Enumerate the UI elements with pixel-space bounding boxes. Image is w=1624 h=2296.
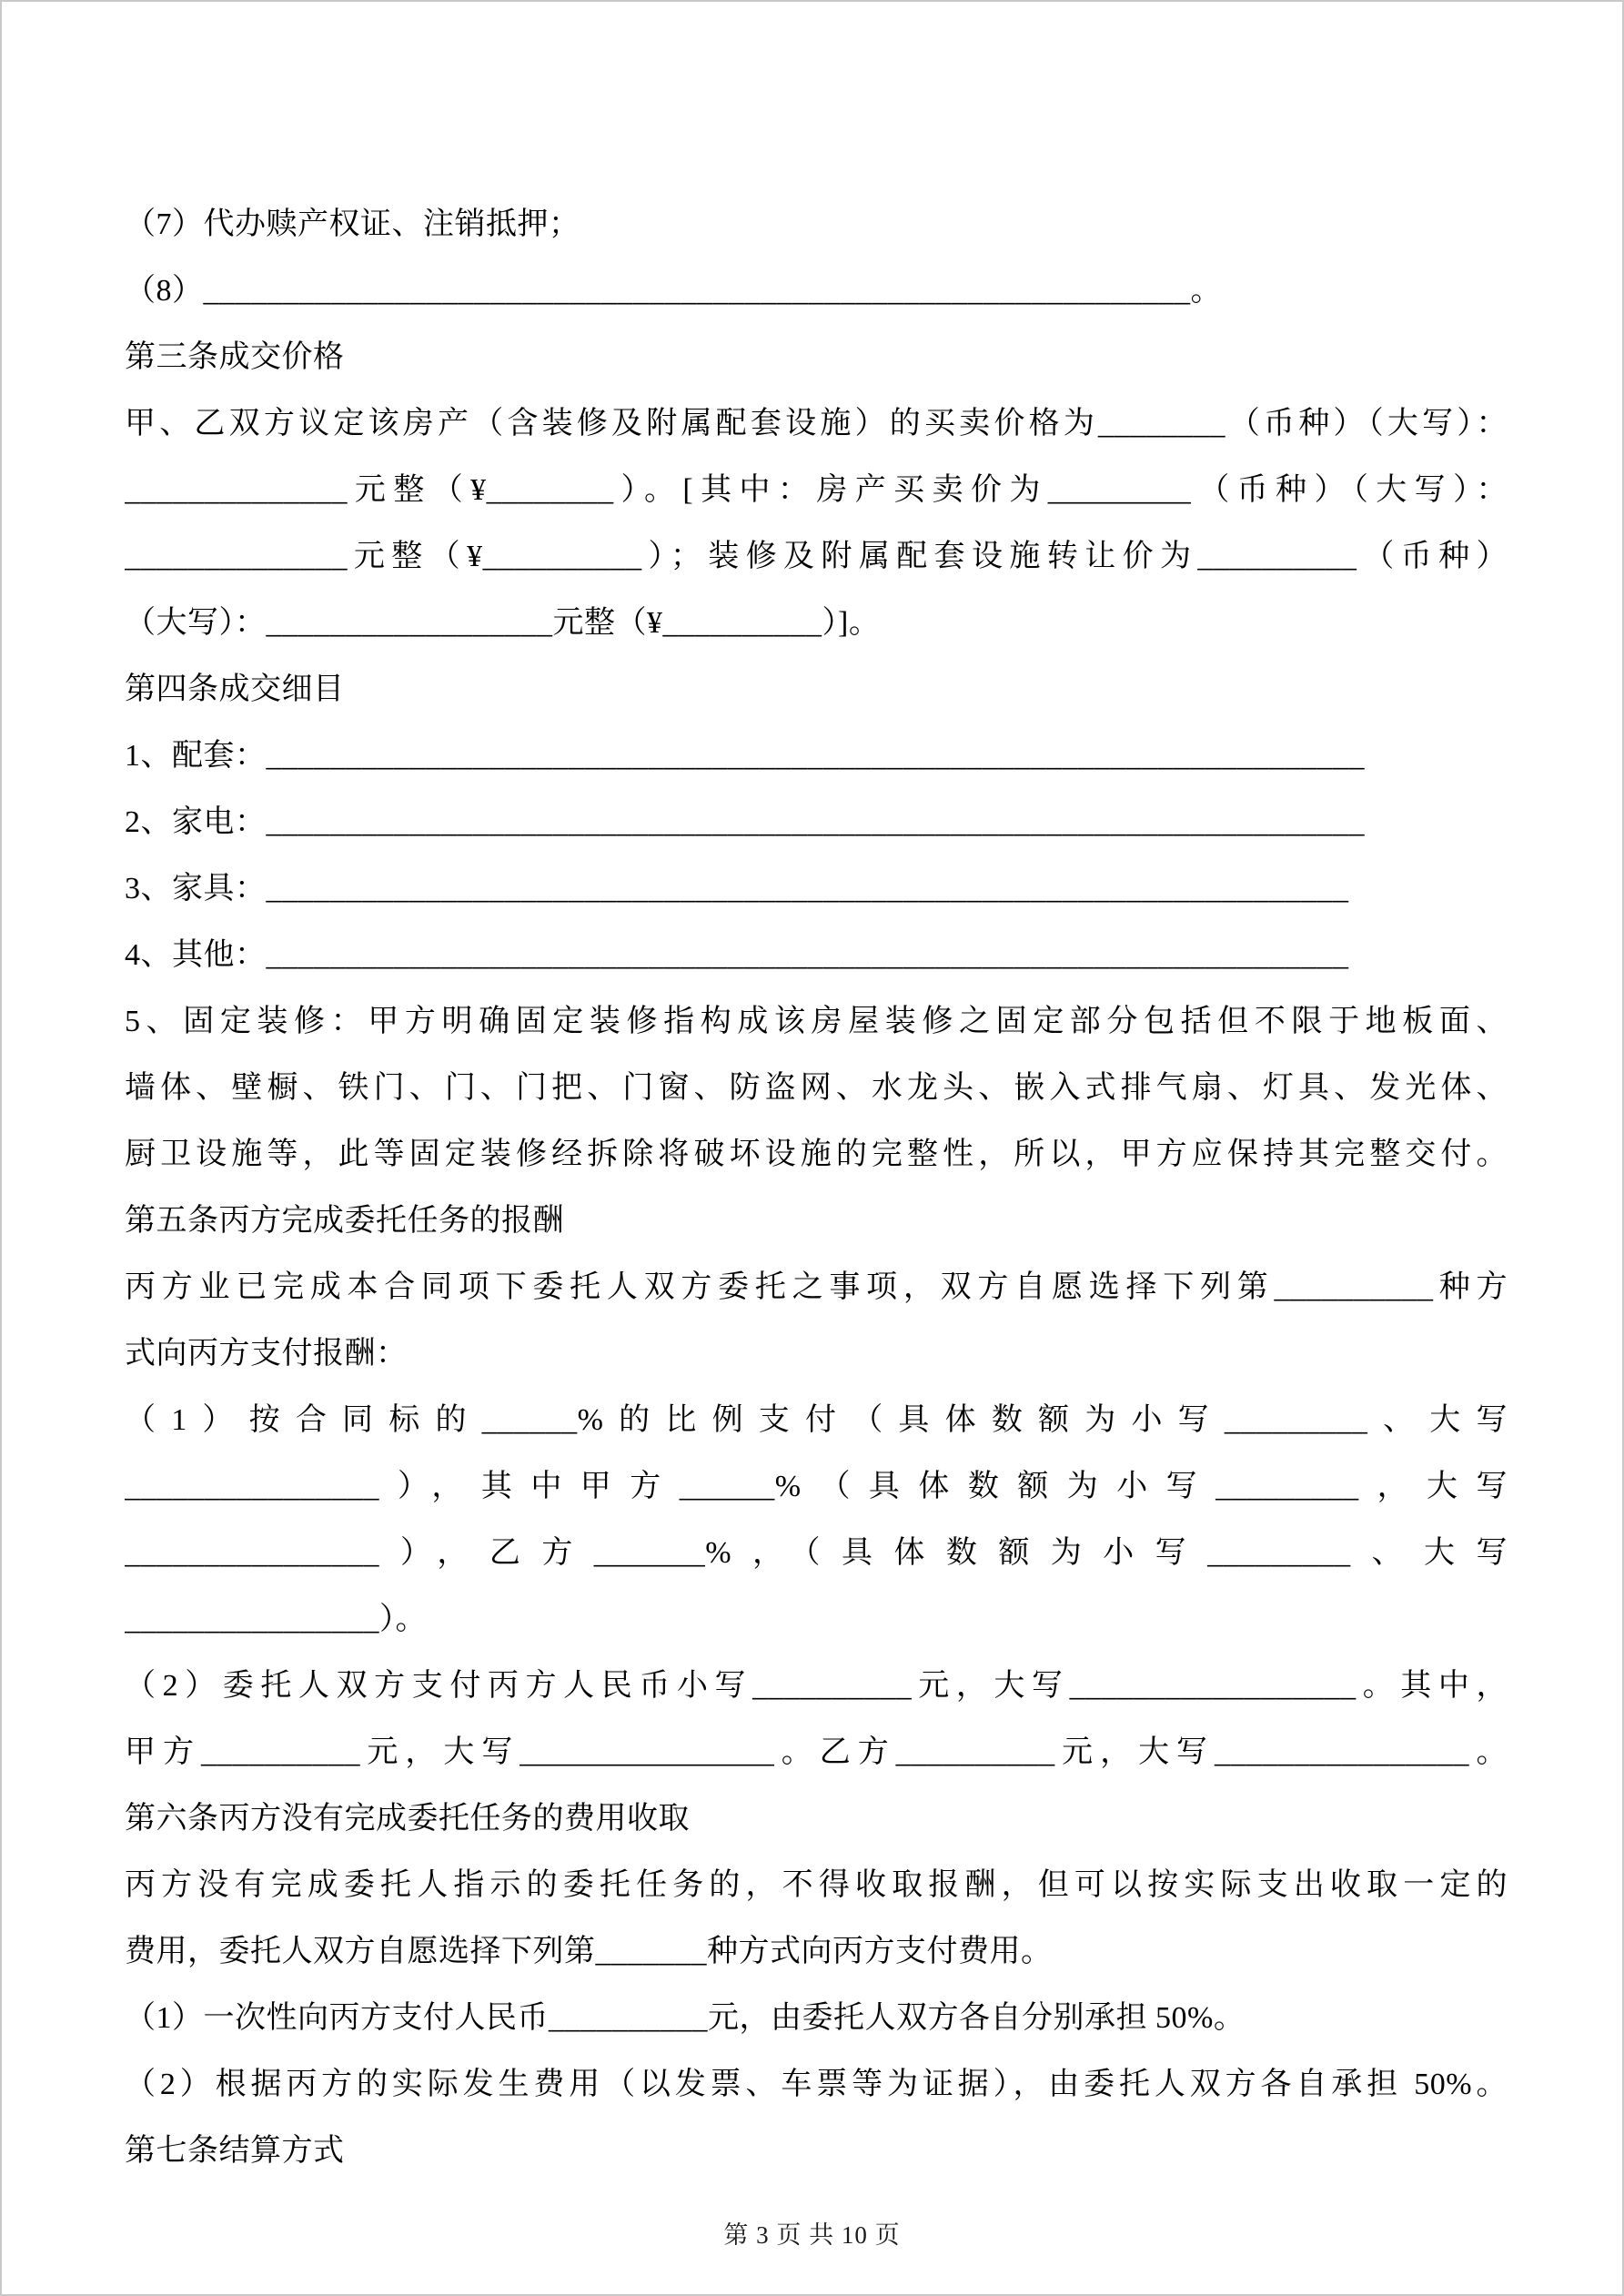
clause6-option1-line: （1）一次性向丙方支付人民币__________元，由委托人双方各自分别承担 50%。 <box>125 2001 1246 2035</box>
clause3-price-line-1: 甲、乙双方议定该房产（含装修及附属配套设施）的买卖价格为________（币种）（大写）： <box>125 407 1508 440</box>
clause4-item4-others: 4、其他：____________________________________________________________________ <box>125 938 1349 972</box>
clause5-option2-line-2: 甲方__________元，大写________________。乙方__________元，大写________________。 <box>125 1735 1508 1769</box>
clause6-intro-line-2: 费用，委托人双方自愿选择下列第_______种方式向丙方支付费用。 <box>125 1935 1053 1968</box>
clause5-intro-line-2: 式向丙方支付报酬： <box>125 1337 408 1371</box>
clause4-heading: 第四条成交细目 <box>125 673 345 706</box>
clause3-price-line-4: （大写）：__________________元整（¥__________）]。 <box>125 606 881 640</box>
clause4-item3-furniture: 3、家具：____________________________________________________________________ <box>125 872 1349 905</box>
page-number-footer: 第 3 页 共 10 页 <box>723 2221 901 2249</box>
clause4-item5-line-3: 厨卫设施等，此等固定装修经拆除将破坏设施的完整性，所以，甲方应保持其完整交付。 <box>125 1138 1508 1171</box>
clause3-heading: 第三条成交价格 <box>125 340 345 374</box>
clause4-item1-supporting: 1、配套：_____________________________________________________________________ <box>125 739 1365 773</box>
contract-body <box>125 191 1508 2184</box>
clause6-option2-line: （2）根据丙方的实际发生费用（以发票、车票等为证据），由委托人双方各自承担 50%。 <box>125 2068 1508 2101</box>
clause2-item7-line: （7）代办赎产权证、注销抵押； <box>125 207 580 241</box>
clause2-item8-blank-line: （8）______________________________________________________________。 <box>125 274 1222 308</box>
clause4-item5-line-1: 5、固定装修：甲方明确固定装修指构成该房屋装修之固定部分包括但不限于地板面、 <box>125 1005 1508 1038</box>
clause7-heading: 第七条结算方式 <box>125 2134 345 2168</box>
clause5-option2-line-1: （2）委托人双方支付丙方人民币小写__________元，大写__________________。其中， <box>125 1669 1508 1703</box>
clause5-option1-line-1: （1）按合同标的______%的比例支付（具体数额为小写_________、大写 <box>125 1403 1508 1437</box>
clause6-heading: 第六条丙方没有完成委托任务的费用收取 <box>125 1802 690 1836</box>
clause5-option1-line-2: ________________），其中甲方______%（具体数额为小写_________，大写 <box>125 1470 1508 1503</box>
clause5-heading: 第五条丙方完成委托任务的报酬 <box>125 1204 564 1238</box>
clause4-item5-line-2: 墙体、壁橱、铁门、门、门把、门窗、防盗网、水龙头、嵌入式排气扇、灯具、发光体、 <box>125 1071 1508 1105</box>
clause5-option1-line-3: ________________），乙方_______%，（具体数额为小写_________、大写 <box>125 1536 1508 1570</box>
clause6-intro-line-1: 丙方没有完成委托人指示的委托任务的，不得收取报酬，但可以按实际支出收取一定的 <box>125 1868 1508 1902</box>
clause5-intro-line-1: 丙方业已完成本合同项下委托人双方委托之事项，双方自愿选择下列第__________种方 <box>125 1270 1508 1304</box>
clause3-price-line-2: ______________元整（¥________）。[其中：房产买卖价为_________（币种）（大写）： <box>125 473 1508 507</box>
clause4-item2-appliances: 2、家电：_____________________________________________________________________ <box>125 805 1365 839</box>
clause3-price-line-3: ______________元整（¥__________）；装修及附属配套设施转让价为__________（币种） <box>125 540 1508 573</box>
clause5-option1-line-4: ________________）。 <box>125 1603 427 1636</box>
